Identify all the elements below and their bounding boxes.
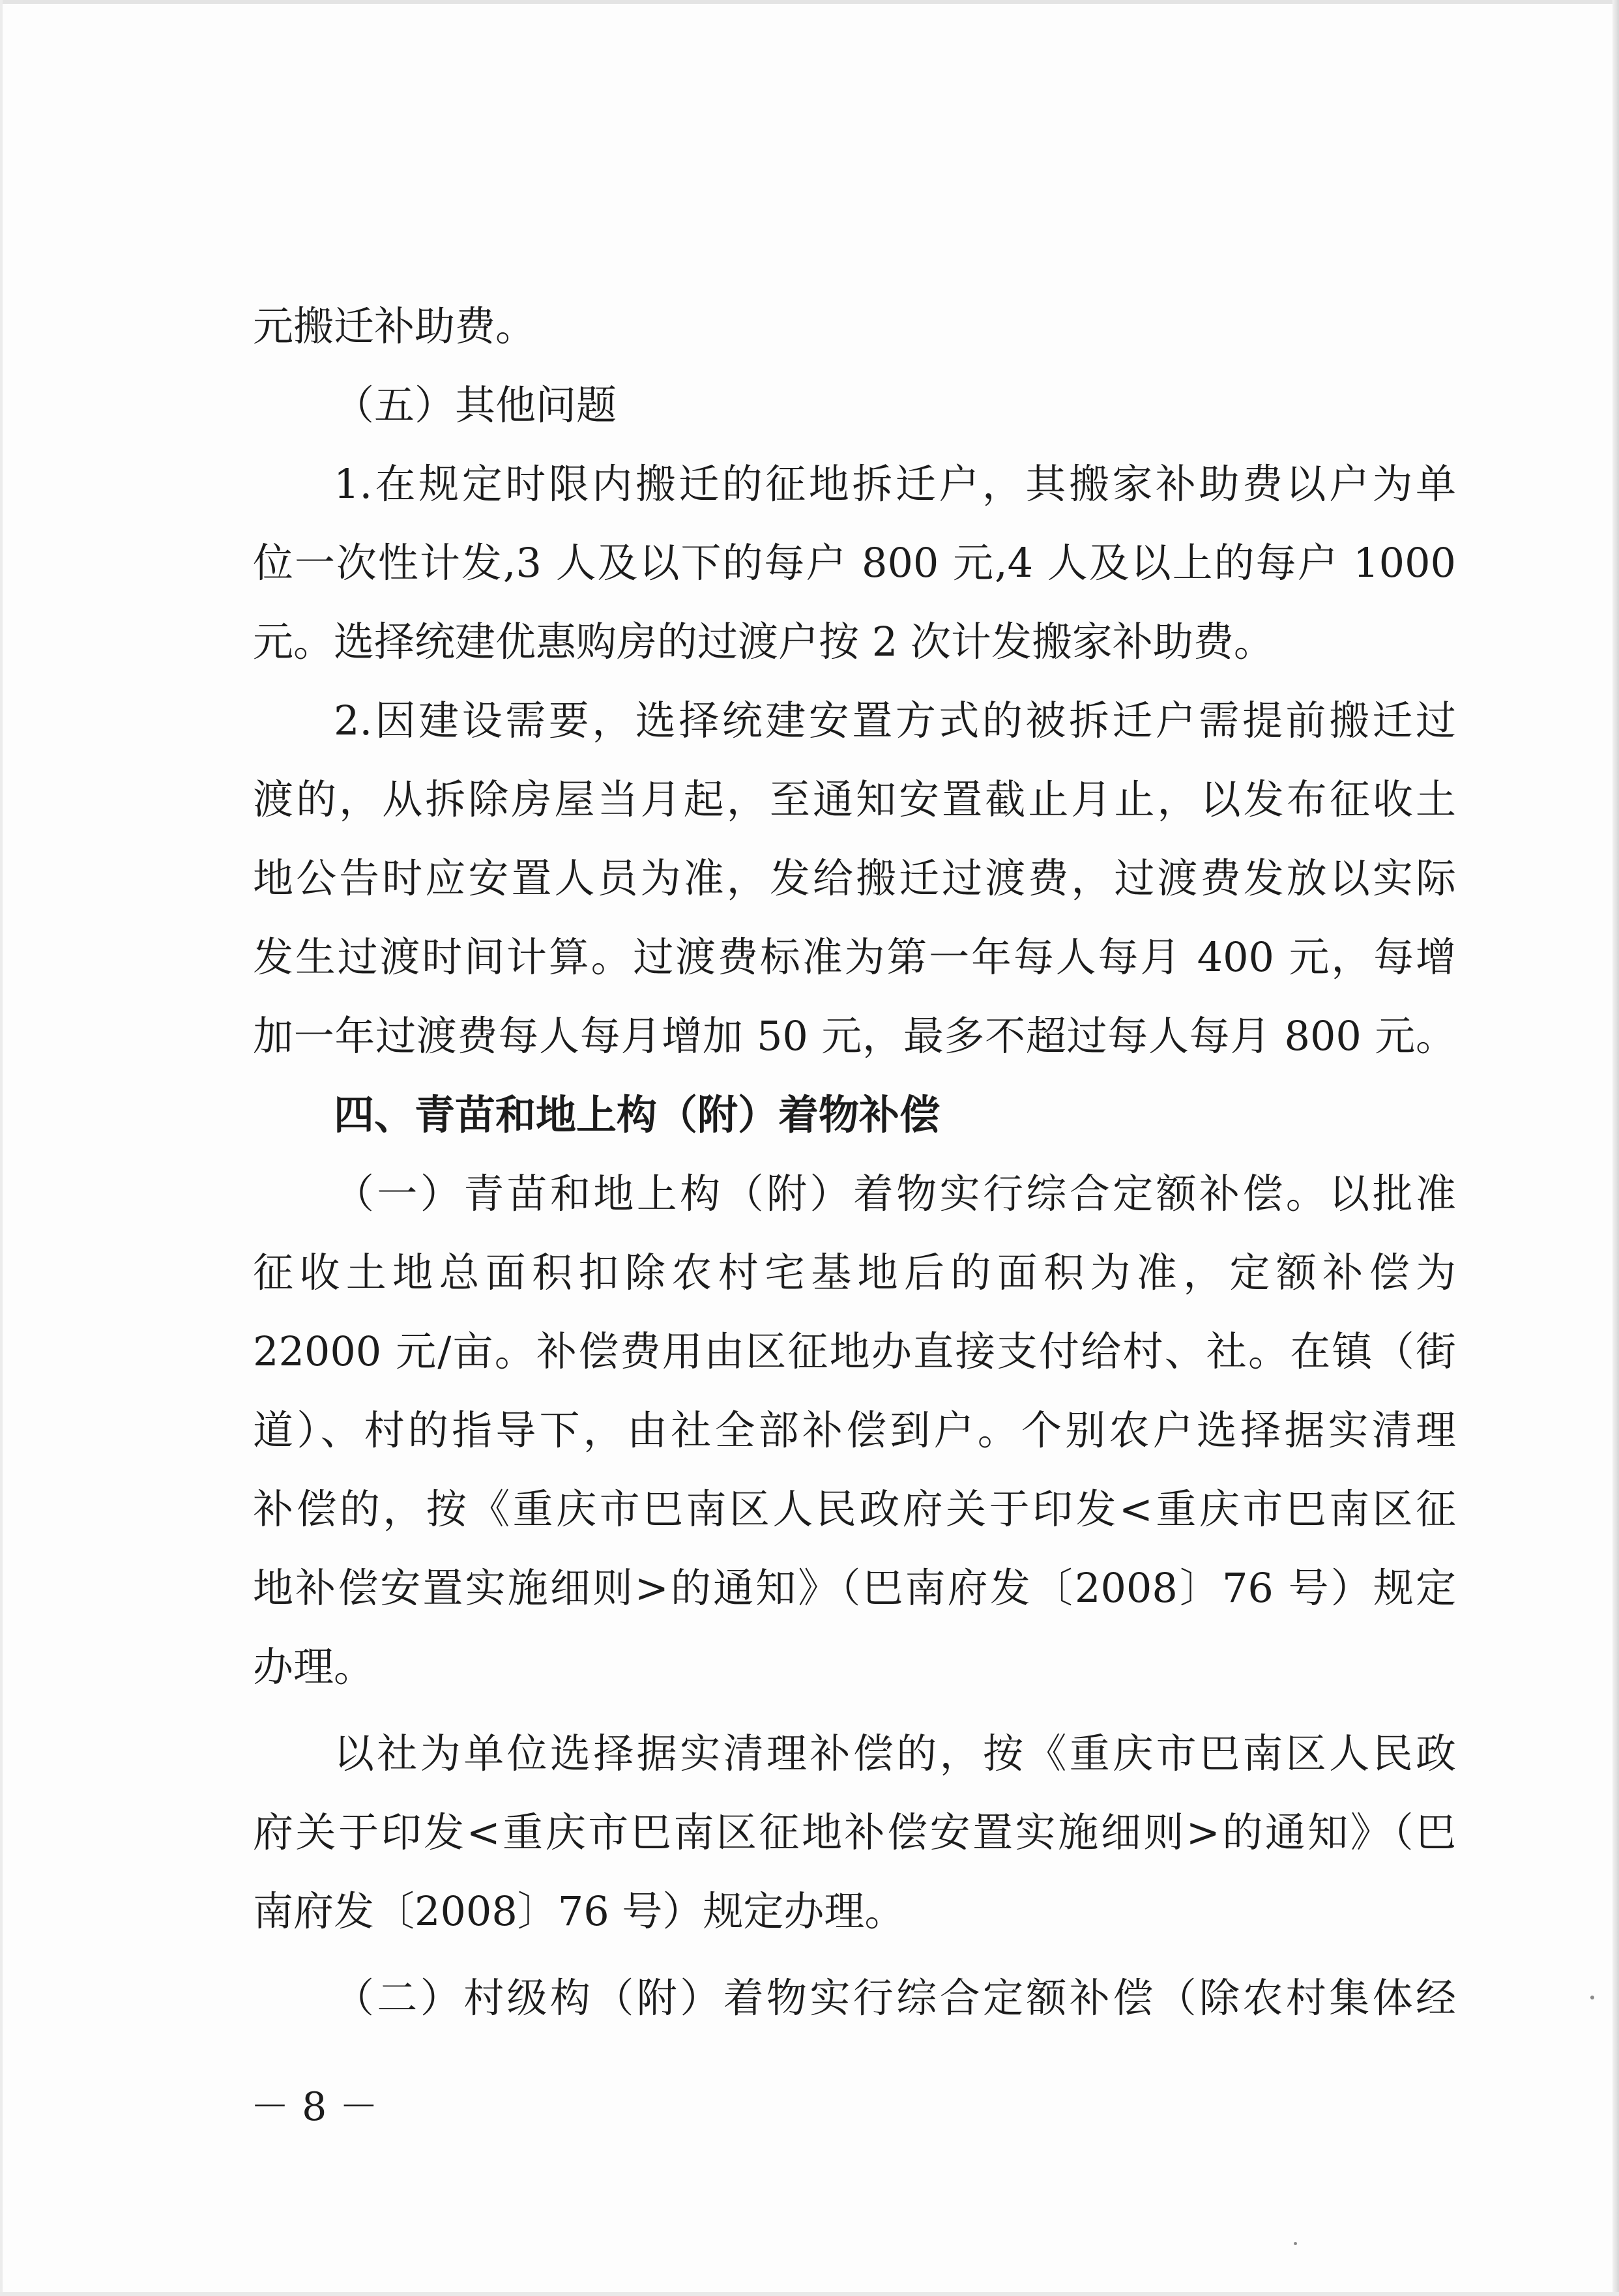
paragraph-line: 以社为单位选择据实清理补偿的，按《重庆市巴南区人民政 [334, 1730, 1456, 1777]
paragraph-line: 府关于印发<重庆市巴南区征地补偿安置实施细则>的通知》（巴 [253, 1809, 1456, 1856]
section-title: （五）其他问题 [334, 381, 617, 429]
paragraph-line: 地补偿安置实施细则>的通知》（巴南府发〔2008〕76 号）规定 [253, 1564, 1456, 1612]
paragraph-line: 位一次性计发,3 人及以下的每户 800 元,4 人及以上的每户 1000 [253, 539, 1456, 587]
paragraph-line: 办理。 [253, 1643, 375, 1691]
scan-edge-left [0, 0, 3, 2296]
paragraph-gap [253, 1951, 1456, 1958]
paragraph-line: 渡的，从拆除房屋当月起，至通知安置截止月止，以发布征收土 [253, 776, 1456, 823]
paragraph-line: 元搬迁补助费。 [253, 302, 536, 350]
scan-edge-bottom [0, 2292, 1619, 2296]
paragraph-line: 加一年过渡费每人每月增加 50 元，最多不超过每人每月 800 元。 [253, 1012, 1456, 1060]
scan-edge-right [1612, 0, 1619, 2296]
scan-speck [1590, 1996, 1594, 1999]
paragraph-line: 元。选择统建优惠购房的过渡户按 2 次计发搬家补助费。 [253, 618, 1274, 665]
paragraph-line: 道）、村的指导下，由社全部补偿到户。个别农户选择据实清理 [253, 1406, 1456, 1454]
paragraph-line: 地公告时应安置人员为准，发给搬迁过渡费，过渡费发放以实际 [253, 854, 1456, 902]
paragraph-line: 2.因建设需要，选择统建安置方式的被拆迁户需提前搬迁过 [334, 697, 1456, 744]
paragraph-line: 补偿的，按《重庆市巴南区人民政府关于印发<重庆市巴南区征 [253, 1485, 1456, 1533]
section-heading: 四、青苗和地上构（附）着物补偿 [334, 1091, 941, 1139]
paragraph-gap [253, 1706, 1456, 1714]
paragraph-line: 22000 元/亩。补偿费用由区征地办直接支付给村、社。在镇（街 [253, 1328, 1456, 1375]
page-number: － 8 － [250, 2084, 379, 2130]
paragraph-line: 发生过渡时间计算。过渡费标准为第一年每人每月 400 元，每增 [253, 933, 1456, 981]
paragraph-line: 征收土地总面积扣除农村宅基地后的面积为准，定额补偿为 [253, 1249, 1456, 1296]
scan-speck [1294, 2242, 1297, 2245]
paragraph-line: （一）青苗和地上构（附）着物实行综合定额补偿。以批准 [334, 1170, 1456, 1217]
paragraph-line: 1.在规定时限内搬迁的征地拆迁户，其搬家补助费以户为单 [334, 460, 1456, 508]
paragraph-line: （二）村级构（附）着物实行综合定额补偿（除农村集体经 [334, 1974, 1456, 2022]
paragraph-line: 南府发〔2008〕76 号）规定办理。 [253, 1887, 905, 1935]
document-body [253, 287, 1456, 2037]
scan-edge-top [0, 0, 1619, 4]
